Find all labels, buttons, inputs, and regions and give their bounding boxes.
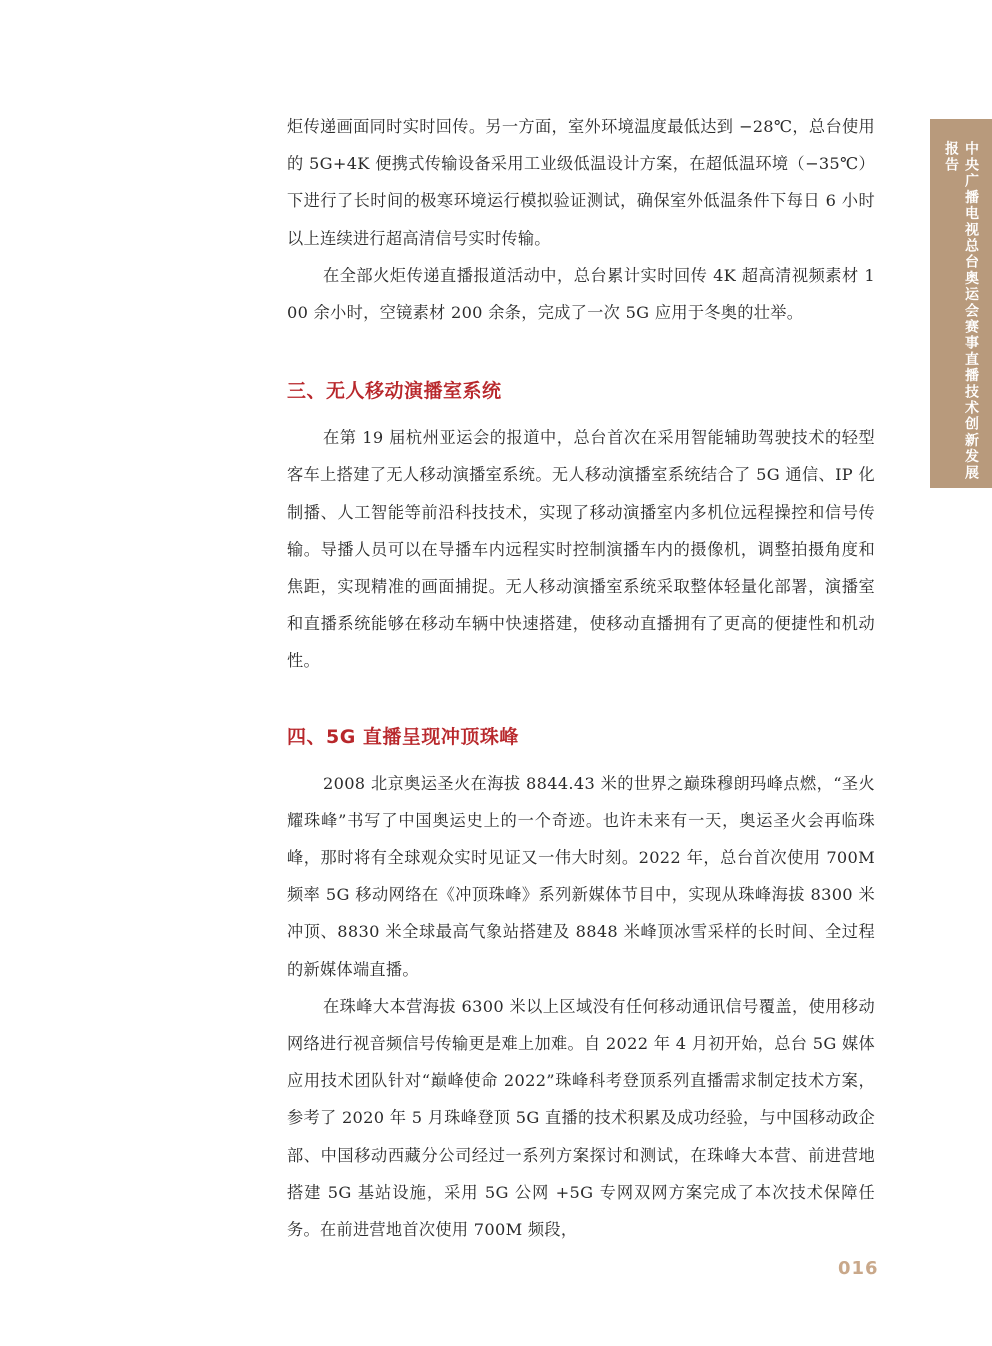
body-paragraph: 炬传递画面同时实时回传。另一方面，室外环境温度最低达到 −28℃，总台使用的 5G+4K 便携式传输设备采用工业级低温设计方案，在超低温环境（−35℃）下进行了长时间的极寒环境运行模拟验证测试，确保室外低温条件下每日 6 小时以上连续进行超高清信号实时传输。 bbox=[287, 117, 875, 248]
section-heading-4: 四、5G 直播呈现冲顶珠峰 bbox=[287, 725, 519, 748]
side-tab-title: 中央广播电视总台奥运会赛事直播技术创新发展报告 bbox=[943, 141, 979, 482]
body-paragraph: 在全部火炬传递直播报道活动中，总台累计实时回传 4K 超高清视频素材 100 余小时，空镜素材 200 余条，完成了一次 5G 应用于冬奥的壮举。 bbox=[287, 265, 875, 323]
body-paragraph: 2008 北京奥运圣火在海拔 8844.43 米的世界之巅珠穆朗玛峰点燃，“圣火耀珠峰”书写了中国奥运史上的一个奇迹。也许未来有一天，奥运圣火会再临珠峰，那时将有全球观众实时见证又一伟大时刻。2022 年，总台首次使用 700M 频率 5G 移动网络在《冲顶珠峰》系列新媒体节目中，实现从珠峰海拔 8300 米冲顶、8830 米全球最高气象站搭建及 8848 米峰顶冰雪采样的长时间、全过程的新媒体端直播。 bbox=[287, 773, 875, 979]
main-content bbox=[287, 108, 875, 1248]
side-tab bbox=[930, 119, 992, 488]
section-heading-3: 三、无人移动演播室系统 bbox=[287, 380, 502, 403]
body-paragraph: 在珠峰大本营海拔 6300 米以上区域没有任何移动通讯信号覆盖，使用移动网络进行视音频信号传输更是难上加难。自 2022 年 4 月初开始，总台 5G 媒体应用技术团队针对“巅峰使命 2022”珠峰科考登顶系列直播需求制定技术方案，参考了 2020 年 5 月珠峰登顶 5G 直播的技术积累及成功经验，与中国移动政企部、中国移动西藏分公司经过一系列方案探讨和测试，在珠峰大本营、前进营地搭建 5G 基站设施，采用 5G 公网 +5G 专网双网方案完成了本次技术保障任务。在前进营地首次使用 700M 频段， bbox=[287, 996, 875, 1240]
body-paragraph: 在第 19 届杭州亚运会的报道中，总台首次在采用智能辅助驾驶技术的轻型客车上搭建了无人移动演播室系统。无人移动演播室系统结合了 5G 通信、IP 化制播、人工智能等前沿科技技术，实现了移动演播室内多机位远程操控和信号传输。导播人员可以在导播车内远程实时控制演播车内的摄像机，调整拍摄角度和焦距，实现精准的画面捕捉。无人移动演播室系统采取整体轻量化部署，演播室和直播系统能够在移动车辆中快速搭建，使移动直播拥有了更高的便捷性和机动性。 bbox=[287, 428, 875, 671]
page-number: 016 bbox=[838, 1258, 879, 1279]
